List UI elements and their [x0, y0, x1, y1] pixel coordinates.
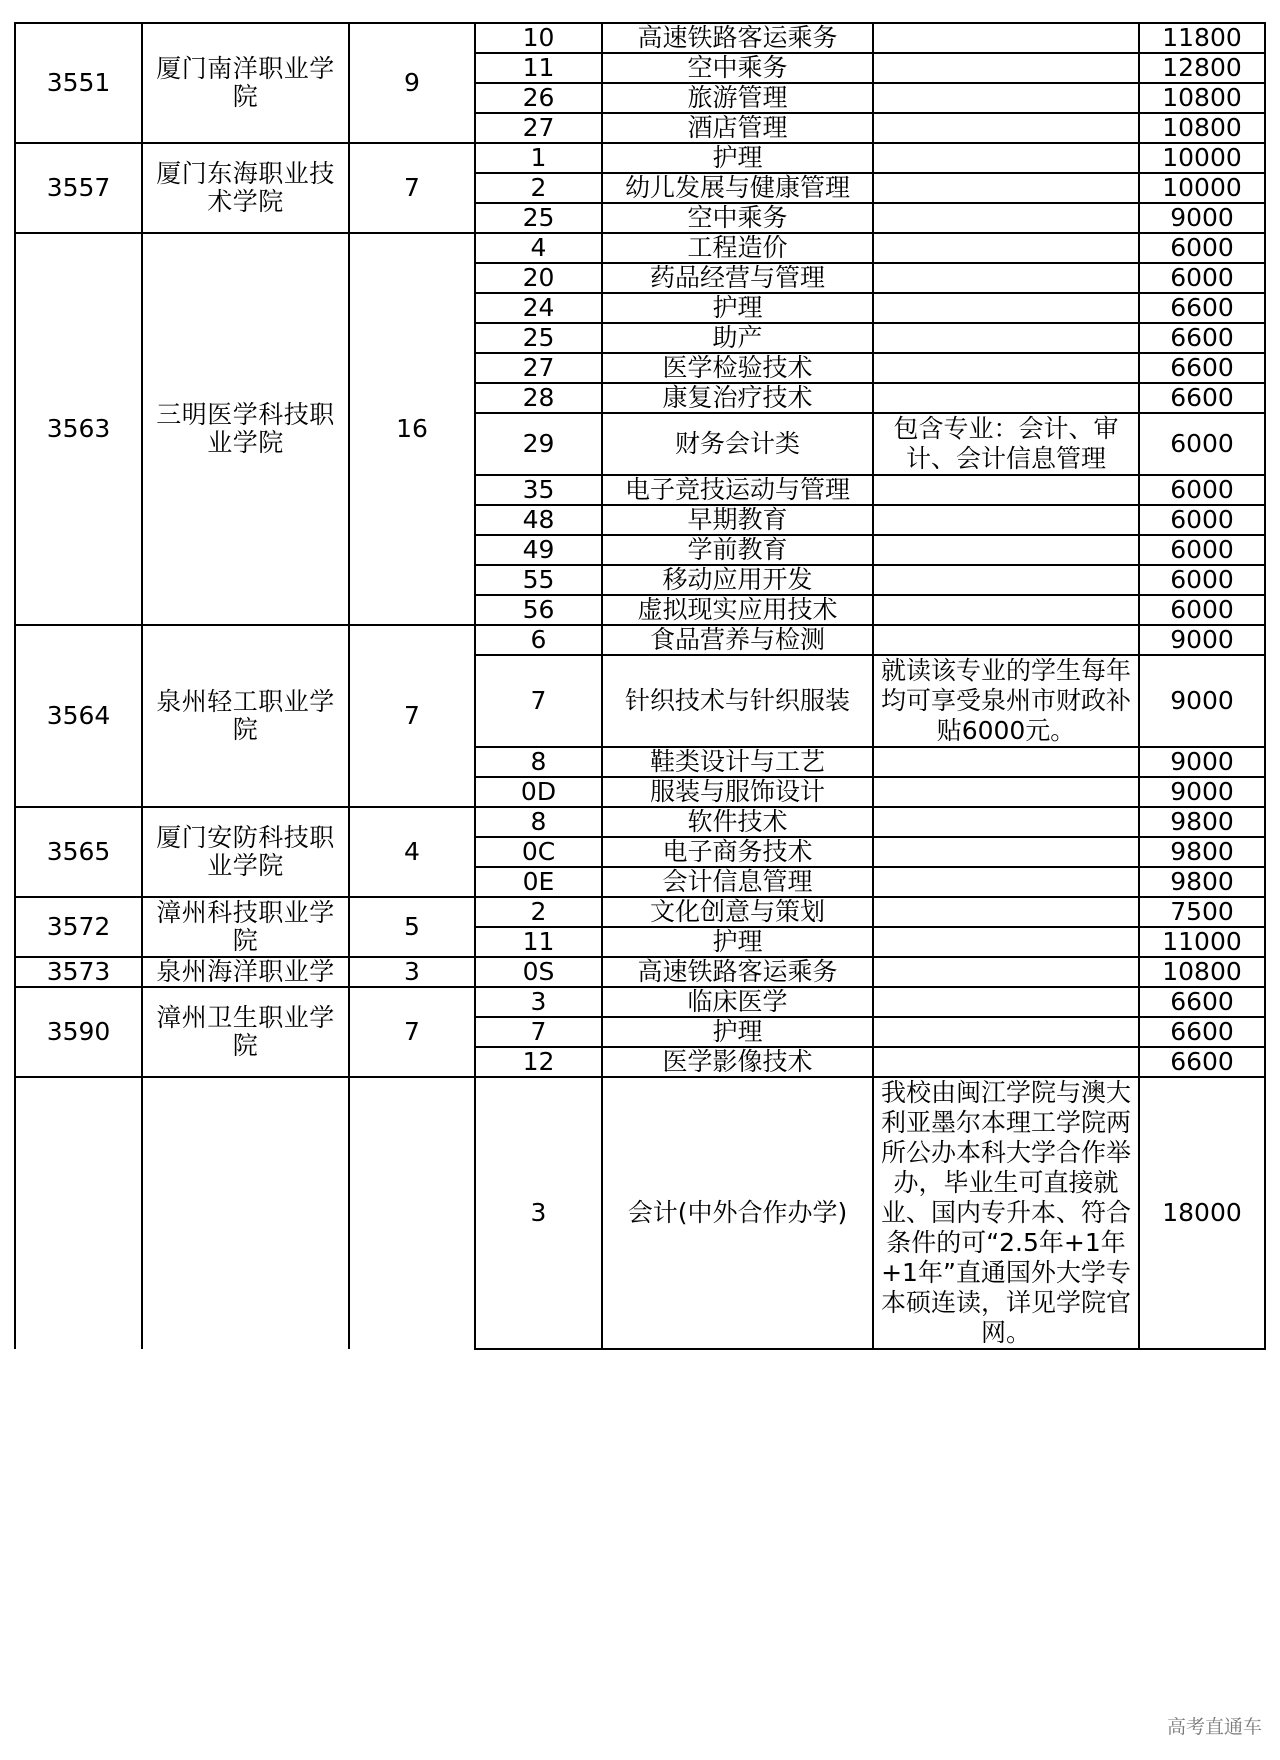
- major-note: [873, 897, 1139, 927]
- major-number: 29: [475, 413, 602, 475]
- major-note: [873, 987, 1139, 1017]
- major-number: 26: [475, 83, 602, 113]
- table-row: [15, 143, 1265, 173]
- major-name: 会计信息管理: [602, 867, 873, 897]
- table-row: [15, 625, 1265, 655]
- major-number: 11: [475, 927, 602, 957]
- major-number: 2: [475, 173, 602, 203]
- tuition-fee: 6000: [1139, 413, 1265, 475]
- major-name: 食品营养与检测: [602, 625, 873, 655]
- major-note: [873, 1017, 1139, 1047]
- major-note: [873, 747, 1139, 777]
- major-name: 护理: [602, 927, 873, 957]
- major-name: 早期教育: [602, 505, 873, 535]
- major-note: [873, 957, 1139, 987]
- major-number: 48: [475, 505, 602, 535]
- plan-count: 7: [349, 625, 475, 807]
- table-row: [15, 897, 1265, 927]
- plan-count: [349, 1077, 475, 1349]
- tuition-table: [14, 22, 1266, 1350]
- plan-count: 4: [349, 807, 475, 897]
- major-number: 0D: [475, 777, 602, 807]
- major-note: [873, 353, 1139, 383]
- major-name: 助产: [602, 323, 873, 353]
- tuition-fee: 6600: [1139, 353, 1265, 383]
- tuition-fee: 6600: [1139, 323, 1265, 353]
- watermark: 高考直通车: [1166, 1716, 1262, 1738]
- tuition-fee: 6600: [1139, 1047, 1265, 1077]
- major-note: [873, 565, 1139, 595]
- tuition-fee: 6600: [1139, 1017, 1265, 1047]
- plan-count: 5: [349, 897, 475, 957]
- plan-count: 16: [349, 233, 475, 625]
- tuition-fee: 10800: [1139, 83, 1265, 113]
- major-number: 25: [475, 203, 602, 233]
- school-name: 漳州卫生职业学院: [142, 987, 349, 1077]
- major-name: 医学影像技术: [602, 1047, 873, 1077]
- major-note: [873, 83, 1139, 113]
- table-body: [15, 23, 1265, 1349]
- major-number: 7: [475, 655, 602, 747]
- plan-count: 7: [349, 987, 475, 1077]
- major-note: [873, 1047, 1139, 1077]
- tuition-fee: 6000: [1139, 475, 1265, 505]
- tuition-fee: 9800: [1139, 867, 1265, 897]
- school-code: 3565: [15, 807, 142, 897]
- major-number: 11: [475, 53, 602, 83]
- major-name: 工程造价: [602, 233, 873, 263]
- major-number: 3: [475, 987, 602, 1017]
- school-code: 3573: [15, 957, 142, 987]
- tuition-fee: 6000: [1139, 505, 1265, 535]
- major-name: 虚拟现实应用技术: [602, 595, 873, 625]
- major-number: 56: [475, 595, 602, 625]
- tuition-fee: 6600: [1139, 293, 1265, 323]
- tuition-fee: 6000: [1139, 535, 1265, 565]
- major-name: 学前教育: [602, 535, 873, 565]
- major-name: 电子竞技运动与管理: [602, 475, 873, 505]
- major-note: 我校由闽江学院与澳大利亚墨尔本理工学院两所公办本科大学合作举办，毕业生可直接就业、国内专升本、符合条件的可“2.5年+1年+1年”直通国外大学专本硕连读，详见学院官网。: [873, 1077, 1139, 1349]
- table-row: [15, 957, 1265, 987]
- major-number: 20: [475, 263, 602, 293]
- major-name: 空中乘务: [602, 203, 873, 233]
- tuition-fee: 6000: [1139, 595, 1265, 625]
- major-number: 27: [475, 113, 602, 143]
- major-note: [873, 23, 1139, 53]
- major-name: 幼儿发展与健康管理: [602, 173, 873, 203]
- tuition-fee: 9000: [1139, 777, 1265, 807]
- school-name: 泉州海洋职业学: [142, 957, 349, 987]
- major-name: 空中乘务: [602, 53, 873, 83]
- major-note: [873, 535, 1139, 565]
- table-row: [15, 1077, 1265, 1349]
- major-name: 文化创意与策划: [602, 897, 873, 927]
- major-name: 护理: [602, 143, 873, 173]
- tuition-fee: 11000: [1139, 927, 1265, 957]
- school-code: 3564: [15, 625, 142, 807]
- school-code: 3551: [15, 23, 142, 143]
- major-note: [873, 233, 1139, 263]
- major-number: 35: [475, 475, 602, 505]
- major-note: [873, 927, 1139, 957]
- major-name: 康复治疗技术: [602, 383, 873, 413]
- major-number: 0S: [475, 957, 602, 987]
- school-name: 厦门南洋职业学院: [142, 23, 349, 143]
- major-number: 55: [475, 565, 602, 595]
- tuition-fee: 18000: [1139, 1077, 1265, 1349]
- major-number: 3: [475, 1077, 602, 1349]
- major-note: [873, 203, 1139, 233]
- major-note: 就读该专业的学生每年均可享受泉州市财政补贴6000元。: [873, 655, 1139, 747]
- major-name: 会计(中外合作办学): [602, 1077, 873, 1349]
- school-code: 3590: [15, 987, 142, 1077]
- major-note: [873, 595, 1139, 625]
- tuition-fee: 6000: [1139, 565, 1265, 595]
- major-number: 8: [475, 747, 602, 777]
- major-number: 12: [475, 1047, 602, 1077]
- table-row: [15, 987, 1265, 1017]
- tuition-fee: 9800: [1139, 837, 1265, 867]
- major-name: 药品经营与管理: [602, 263, 873, 293]
- major-note: [873, 777, 1139, 807]
- school-name: 厦门安防科技职业学院: [142, 807, 349, 897]
- major-note: 包含专业：会计、审计、会计信息管理: [873, 413, 1139, 475]
- school-name: 三明医学科技职业学院: [142, 233, 349, 625]
- school-name: 泉州轻工职业学院: [142, 625, 349, 807]
- major-note: [873, 505, 1139, 535]
- plan-count: 9: [349, 23, 475, 143]
- major-note: [873, 867, 1139, 897]
- plan-count: 3: [349, 957, 475, 987]
- tuition-fee: 10800: [1139, 113, 1265, 143]
- major-number: 1: [475, 143, 602, 173]
- major-name: 财务会计类: [602, 413, 873, 475]
- major-number: 2: [475, 897, 602, 927]
- school-code: 3563: [15, 233, 142, 625]
- school-name: 漳州科技职业学院: [142, 897, 349, 957]
- major-number: 8: [475, 807, 602, 837]
- major-name: 服装与服饰设计: [602, 777, 873, 807]
- major-name: 护理: [602, 293, 873, 323]
- major-note: [873, 625, 1139, 655]
- major-name: 临床医学: [602, 987, 873, 1017]
- major-name: 旅游管理: [602, 83, 873, 113]
- major-name: 高速铁路客运乘务: [602, 957, 873, 987]
- major-number: 7: [475, 1017, 602, 1047]
- major-number: 28: [475, 383, 602, 413]
- tuition-fee: 10000: [1139, 143, 1265, 173]
- major-name: 移动应用开发: [602, 565, 873, 595]
- table-row: [15, 23, 1265, 53]
- major-note: [873, 475, 1139, 505]
- major-note: [873, 323, 1139, 353]
- major-name: 鞋类设计与工艺: [602, 747, 873, 777]
- major-number: 4: [475, 233, 602, 263]
- major-number: 6: [475, 625, 602, 655]
- tuition-fee: 9000: [1139, 625, 1265, 655]
- tuition-fee: 9000: [1139, 203, 1265, 233]
- tuition-fee: 6600: [1139, 383, 1265, 413]
- school-name: [142, 1077, 349, 1349]
- major-name: 医学检验技术: [602, 353, 873, 383]
- tuition-fee: 9800: [1139, 807, 1265, 837]
- major-note: [873, 807, 1139, 837]
- school-code: 3557: [15, 143, 142, 233]
- major-name: 酒店管理: [602, 113, 873, 143]
- school-code: 3572: [15, 897, 142, 957]
- major-note: [873, 837, 1139, 867]
- major-number: 0C: [475, 837, 602, 867]
- tuition-fee: 10800: [1139, 957, 1265, 987]
- major-name: 针织技术与针织服装: [602, 655, 873, 747]
- major-note: [873, 143, 1139, 173]
- major-number: 24: [475, 293, 602, 323]
- tuition-fee: 12800: [1139, 53, 1265, 83]
- school-code: [15, 1077, 142, 1349]
- tuition-fee: 7500: [1139, 897, 1265, 927]
- tuition-fee: 11800: [1139, 23, 1265, 53]
- major-number: 10: [475, 23, 602, 53]
- major-note: [873, 53, 1139, 83]
- school-name: 厦门东海职业技术学院: [142, 143, 349, 233]
- major-note: [873, 113, 1139, 143]
- plan-count: 7: [349, 143, 475, 233]
- major-number: 0E: [475, 867, 602, 897]
- major-note: [873, 173, 1139, 203]
- table-row: [15, 233, 1265, 263]
- major-name: 软件技术: [602, 807, 873, 837]
- major-number: 25: [475, 323, 602, 353]
- tuition-fee: 10000: [1139, 173, 1265, 203]
- major-number: 27: [475, 353, 602, 383]
- tuition-fee: 9000: [1139, 655, 1265, 747]
- tuition-fee: 6000: [1139, 233, 1265, 263]
- major-number: 49: [475, 535, 602, 565]
- major-note: [873, 263, 1139, 293]
- tuition-fee: 9000: [1139, 747, 1265, 777]
- tuition-fee: 6600: [1139, 987, 1265, 1017]
- tuition-fee: 6000: [1139, 263, 1265, 293]
- major-name: 护理: [602, 1017, 873, 1047]
- table-row: [15, 807, 1265, 837]
- major-name: 电子商务技术: [602, 837, 873, 867]
- major-note: [873, 293, 1139, 323]
- major-name: 高速铁路客运乘务: [602, 23, 873, 53]
- major-note: [873, 383, 1139, 413]
